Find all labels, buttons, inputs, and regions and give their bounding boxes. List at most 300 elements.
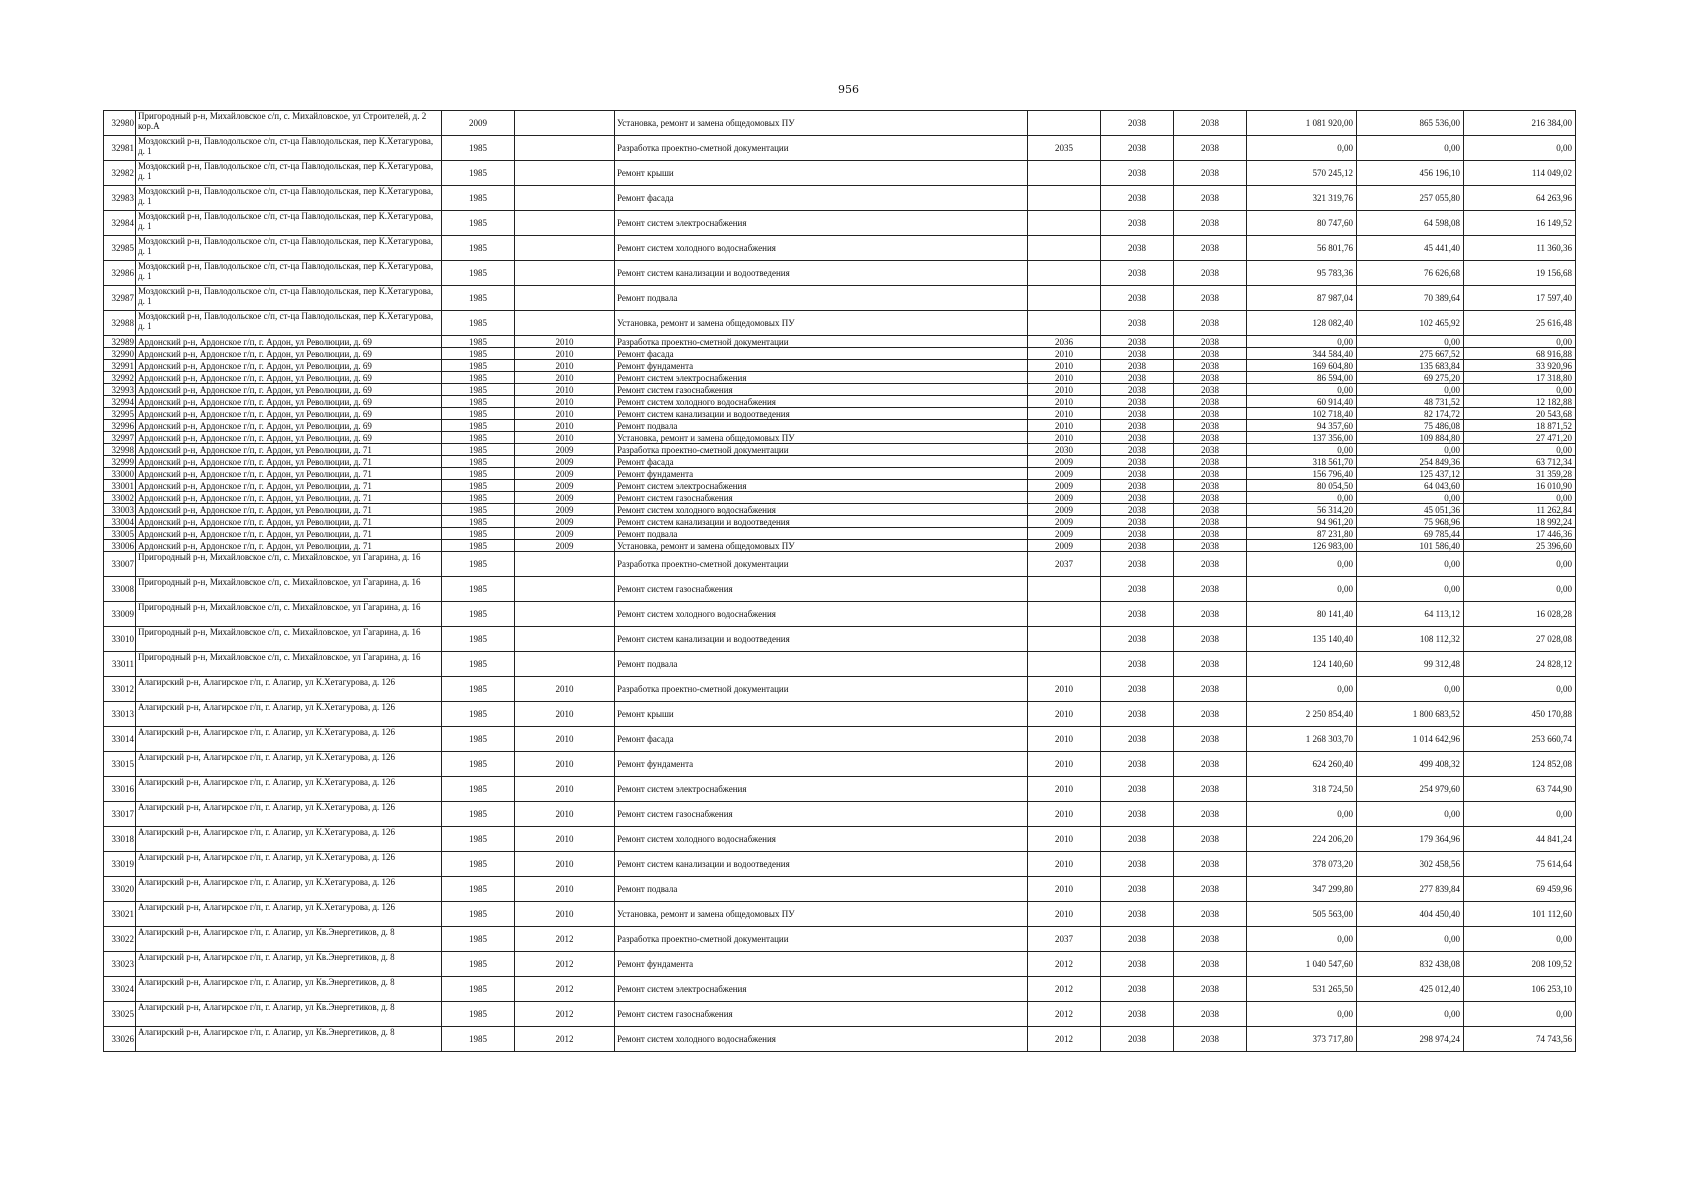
cell-address: Алагирский р-н, Алагирское г/п, г. Алагир, ул К.Хетагурова, д. 126 xyxy=(136,827,442,852)
cell-fund-share: 0,00 xyxy=(1357,444,1464,456)
cell-address: Алагирский р-н, Алагирское г/п, г. Алагир, ул К.Хетагурова, д. 126 xyxy=(136,702,442,727)
cell-total-cost: 0,00 xyxy=(1247,136,1357,161)
cell-plan-year: 2009 xyxy=(1028,504,1101,516)
cell-start-year: 2038 xyxy=(1101,827,1174,852)
cell-plan-year: 2010 xyxy=(1028,752,1101,777)
cell-end-year: 2038 xyxy=(1174,261,1247,286)
cell-row-id: 32997 xyxy=(104,432,136,444)
cell-plan-year: 2010 xyxy=(1028,432,1101,444)
cell-row-id: 32989 xyxy=(104,336,136,348)
table-row xyxy=(104,827,1576,852)
cell-work-type: Ремонт систем канализации и водоотведения xyxy=(615,852,1028,877)
cell-build-year: 1985 xyxy=(442,236,515,261)
cell-end-year: 2038 xyxy=(1174,652,1247,677)
cell-owner-share: 25 396,60 xyxy=(1464,540,1576,552)
cell-address: Ардонский р-н, Ардонское г/п, г. Ардон, ул Революции, д. 69 xyxy=(136,432,442,444)
page-number: 956 xyxy=(838,83,859,96)
cell-address: Ардонский р-н, Ардонское г/п, г. Ардон, ул Революции, д. 69 xyxy=(136,360,442,372)
cell-last-repair-year xyxy=(515,311,615,336)
cell-total-cost: 0,00 xyxy=(1247,492,1357,504)
cell-row-id: 33010 xyxy=(104,627,136,652)
cell-build-year: 1985 xyxy=(442,432,515,444)
cell-plan-year xyxy=(1028,286,1101,311)
cell-total-cost: 0,00 xyxy=(1247,336,1357,348)
cell-plan-year: 2010 xyxy=(1028,727,1101,752)
cell-build-year: 1985 xyxy=(442,602,515,627)
cell-start-year: 2038 xyxy=(1101,311,1174,336)
cell-start-year: 2038 xyxy=(1101,1027,1174,1052)
cell-row-id: 32980 xyxy=(104,111,136,136)
cell-total-cost: 0,00 xyxy=(1247,444,1357,456)
cell-address: Ардонский р-н, Ардонское г/п, г. Ардон, ул Революции, д. 71 xyxy=(136,468,442,480)
cell-work-type: Разработка проектно-сметной документации xyxy=(615,677,1028,702)
cell-plan-year: 2009 xyxy=(1028,468,1101,480)
cell-fund-share: 109 884,80 xyxy=(1357,432,1464,444)
cell-address: Пригородный р-н, Михайловское с/п, с. Михайловское, ул Гагарина, д. 16 xyxy=(136,602,442,627)
cell-build-year: 1985 xyxy=(442,456,515,468)
cell-build-year: 1985 xyxy=(442,528,515,540)
table-row xyxy=(104,161,1576,186)
cell-build-year: 1985 xyxy=(442,480,515,492)
cell-address: Пригородный р-н, Михайловское с/п, с. Михайловское, ул Гагарина, д. 16 xyxy=(136,627,442,652)
cell-start-year: 2038 xyxy=(1101,552,1174,577)
cell-start-year: 2038 xyxy=(1101,1002,1174,1027)
cell-end-year: 2038 xyxy=(1174,902,1247,927)
cell-last-repair-year xyxy=(515,186,615,211)
cell-address: Моздокский р-н, Павлодольское с/п, ст-ца Павлодольская, пер К.Хетагурова, д. 1 xyxy=(136,161,442,186)
cell-owner-share: 33 920,96 xyxy=(1464,360,1576,372)
cell-build-year: 1985 xyxy=(442,752,515,777)
cell-address: Моздокский р-н, Павлодольское с/п, ст-ца Павлодольская, пер К.Хетагурова, д. 1 xyxy=(136,211,442,236)
cell-end-year: 2038 xyxy=(1174,211,1247,236)
cell-fund-share: 298 974,24 xyxy=(1357,1027,1464,1052)
cell-last-repair-year: 2010 xyxy=(515,827,615,852)
cell-total-cost: 0,00 xyxy=(1247,677,1357,702)
cell-start-year: 2038 xyxy=(1101,902,1174,927)
cell-fund-share: 0,00 xyxy=(1357,552,1464,577)
cell-address: Ардонский р-н, Ардонское г/п, г. Ардон, ул Революции, д. 69 xyxy=(136,348,442,360)
cell-row-id: 33019 xyxy=(104,852,136,877)
cell-owner-share: 12 182,88 xyxy=(1464,396,1576,408)
cell-last-repair-year xyxy=(515,211,615,236)
cell-build-year: 1985 xyxy=(442,348,515,360)
cell-fund-share: 102 465,92 xyxy=(1357,311,1464,336)
cell-row-id: 32986 xyxy=(104,261,136,286)
cell-address: Ардонский р-н, Ардонское г/п, г. Ардон, ул Революции, д. 69 xyxy=(136,420,442,432)
table-row xyxy=(104,384,1576,396)
cell-owner-share: 16 149,52 xyxy=(1464,211,1576,236)
cell-address: Алагирский р-н, Алагирское г/п, г. Алагир, ул Кв.Энергетиков, д. 8 xyxy=(136,1002,442,1027)
table-row xyxy=(104,311,1576,336)
table-row xyxy=(104,468,1576,480)
table-row xyxy=(104,577,1576,602)
cell-plan-year: 2010 xyxy=(1028,702,1101,727)
cell-end-year: 2038 xyxy=(1174,372,1247,384)
cell-total-cost: 344 584,40 xyxy=(1247,348,1357,360)
cell-address: Алагирский р-н, Алагирское г/п, г. Алагир, ул К.Хетагурова, д. 126 xyxy=(136,902,442,927)
cell-total-cost: 505 563,00 xyxy=(1247,902,1357,927)
cell-row-id: 33011 xyxy=(104,652,136,677)
cell-end-year: 2038 xyxy=(1174,727,1247,752)
cell-build-year: 1985 xyxy=(442,396,515,408)
cell-address: Ардонский р-н, Ардонское г/п, г. Ардон, ул Революции, д. 69 xyxy=(136,396,442,408)
cell-owner-share: 17 597,40 xyxy=(1464,286,1576,311)
cell-end-year: 2038 xyxy=(1174,627,1247,652)
cell-fund-share: 76 626,68 xyxy=(1357,261,1464,286)
cell-total-cost: 80 054,50 xyxy=(1247,480,1357,492)
cell-plan-year: 2009 xyxy=(1028,456,1101,468)
cell-total-cost: 94 961,20 xyxy=(1247,516,1357,528)
cell-work-type: Ремонт систем холодного водоснабжения xyxy=(615,396,1028,408)
cell-work-type: Ремонт подвала xyxy=(615,420,1028,432)
cell-end-year: 2038 xyxy=(1174,827,1247,852)
cell-build-year: 1985 xyxy=(442,877,515,902)
cell-start-year: 2038 xyxy=(1101,627,1174,652)
cell-total-cost: 0,00 xyxy=(1247,552,1357,577)
cell-work-type: Установка, ремонт и замена общедомовых ПУ xyxy=(615,111,1028,136)
cell-plan-year: 2010 xyxy=(1028,852,1101,877)
cell-work-type: Ремонт систем газоснабжения xyxy=(615,577,1028,602)
cell-end-year: 2038 xyxy=(1174,186,1247,211)
cell-owner-share: 216 384,00 xyxy=(1464,111,1576,136)
table-row xyxy=(104,652,1576,677)
cell-plan-year: 2009 xyxy=(1028,492,1101,504)
cell-end-year: 2038 xyxy=(1174,136,1247,161)
cell-address: Пригородный р-н, Михайловское с/п, с. Михайловское, ул Гагарина, д. 16 xyxy=(136,577,442,602)
cell-work-type: Ремонт систем газоснабжения xyxy=(615,492,1028,504)
cell-row-id: 32998 xyxy=(104,444,136,456)
cell-work-type: Ремонт систем газоснабжения xyxy=(615,384,1028,396)
table-row xyxy=(104,552,1576,577)
cell-fund-share: 101 586,40 xyxy=(1357,540,1464,552)
cell-end-year: 2038 xyxy=(1174,408,1247,420)
cell-start-year: 2038 xyxy=(1101,540,1174,552)
cell-plan-year xyxy=(1028,652,1101,677)
cell-start-year: 2038 xyxy=(1101,111,1174,136)
cell-build-year: 1985 xyxy=(442,261,515,286)
cell-address: Пригородный р-н, Михайловское с/п, с. Михайловское, ул Гагарина, д. 16 xyxy=(136,652,442,677)
cell-address: Алагирский р-н, Алагирское г/п, г. Алагир, ул К.Хетагурова, д. 126 xyxy=(136,877,442,902)
cell-last-repair-year: 2010 xyxy=(515,877,615,902)
cell-plan-year: 2009 xyxy=(1028,528,1101,540)
cell-build-year: 1985 xyxy=(442,492,515,504)
cell-fund-share: 108 112,32 xyxy=(1357,627,1464,652)
cell-plan-year: 2010 xyxy=(1028,827,1101,852)
cell-owner-share: 18 871,52 xyxy=(1464,420,1576,432)
cell-fund-share: 257 055,80 xyxy=(1357,186,1464,211)
cell-row-id: 32983 xyxy=(104,186,136,211)
cell-owner-share: 0,00 xyxy=(1464,927,1576,952)
cell-build-year: 1985 xyxy=(442,468,515,480)
cell-fund-share: 1 014 642,96 xyxy=(1357,727,1464,752)
table-row xyxy=(104,456,1576,468)
cell-fund-share: 64 598,08 xyxy=(1357,211,1464,236)
cell-work-type: Установка, ремонт и замена общедомовых ПУ xyxy=(615,311,1028,336)
cell-work-type: Ремонт крыши xyxy=(615,161,1028,186)
cell-total-cost: 87 987,04 xyxy=(1247,286,1357,311)
cell-plan-year: 2010 xyxy=(1028,360,1101,372)
cell-work-type: Ремонт фундамента xyxy=(615,952,1028,977)
cell-start-year: 2038 xyxy=(1101,577,1174,602)
cell-owner-share: 124 852,08 xyxy=(1464,752,1576,777)
cell-end-year: 2038 xyxy=(1174,852,1247,877)
cell-address: Пригородный р-н, Михайловское с/п, с. Михайловское, ул Гагарина, д. 16 xyxy=(136,552,442,577)
cell-end-year: 2038 xyxy=(1174,468,1247,480)
cell-total-cost: 135 140,40 xyxy=(1247,627,1357,652)
table-row xyxy=(104,902,1576,927)
cell-address: Моздокский р-н, Павлодольское с/п, ст-ца Павлодольская, пер К.Хетагурова, д. 1 xyxy=(136,186,442,211)
cell-start-year: 2038 xyxy=(1101,752,1174,777)
cell-row-id: 32991 xyxy=(104,360,136,372)
cell-row-id: 33000 xyxy=(104,468,136,480)
table-row xyxy=(104,360,1576,372)
cell-start-year: 2038 xyxy=(1101,348,1174,360)
cell-plan-year: 2012 xyxy=(1028,952,1101,977)
cell-last-repair-year: 2010 xyxy=(515,902,615,927)
cell-owner-share: 0,00 xyxy=(1464,677,1576,702)
cell-start-year: 2038 xyxy=(1101,408,1174,420)
cell-plan-year: 2010 xyxy=(1028,384,1101,396)
cell-fund-share: 254 979,60 xyxy=(1357,777,1464,802)
table-row xyxy=(104,602,1576,627)
cell-row-id: 32981 xyxy=(104,136,136,161)
cell-last-repair-year: 2010 xyxy=(515,396,615,408)
cell-total-cost: 0,00 xyxy=(1247,927,1357,952)
cell-plan-year xyxy=(1028,261,1101,286)
cell-build-year: 1985 xyxy=(442,420,515,432)
cell-fund-share: 75 968,96 xyxy=(1357,516,1464,528)
cell-fund-share: 0,00 xyxy=(1357,492,1464,504)
cell-end-year: 2038 xyxy=(1174,236,1247,261)
cell-start-year: 2038 xyxy=(1101,777,1174,802)
cell-plan-year xyxy=(1028,311,1101,336)
cell-last-repair-year: 2010 xyxy=(515,727,615,752)
cell-end-year: 2038 xyxy=(1174,336,1247,348)
cell-total-cost: 0,00 xyxy=(1247,384,1357,396)
cell-fund-share: 75 486,08 xyxy=(1357,420,1464,432)
cell-start-year: 2038 xyxy=(1101,261,1174,286)
cell-build-year: 1985 xyxy=(442,1002,515,1027)
cell-address: Ардонский р-н, Ардонское г/п, г. Ардон, ул Революции, д. 71 xyxy=(136,444,442,456)
cell-fund-share: 0,00 xyxy=(1357,136,1464,161)
cell-plan-year: 2010 xyxy=(1028,420,1101,432)
cell-total-cost: 0,00 xyxy=(1247,1002,1357,1027)
cell-owner-share: 253 660,74 xyxy=(1464,727,1576,752)
cell-work-type: Ремонт систем холодного водоснабжения xyxy=(615,827,1028,852)
table-row xyxy=(104,877,1576,902)
cell-end-year: 2038 xyxy=(1174,777,1247,802)
cell-fund-share: 0,00 xyxy=(1357,384,1464,396)
cell-address: Ардонский р-н, Ардонское г/п, г. Ардон, ул Революции, д. 71 xyxy=(136,492,442,504)
cell-work-type: Ремонт фундамента xyxy=(615,468,1028,480)
table-row xyxy=(104,444,1576,456)
cell-work-type: Ремонт подвала xyxy=(615,652,1028,677)
cell-row-id: 32995 xyxy=(104,408,136,420)
cell-row-id: 33001 xyxy=(104,480,136,492)
cell-fund-share: 69 785,44 xyxy=(1357,528,1464,540)
cell-build-year: 1985 xyxy=(442,516,515,528)
cell-work-type: Ремонт фасада xyxy=(615,456,1028,468)
cell-last-repair-year xyxy=(515,236,615,261)
cell-owner-share: 63 712,34 xyxy=(1464,456,1576,468)
cell-build-year: 1985 xyxy=(442,977,515,1002)
cell-plan-year: 2010 xyxy=(1028,408,1101,420)
cell-address: Алагирский р-н, Алагирское г/п, г. Алагир, ул Кв.Энергетиков, д. 8 xyxy=(136,927,442,952)
cell-plan-year: 2010 xyxy=(1028,348,1101,360)
cell-owner-share: 68 916,88 xyxy=(1464,348,1576,360)
cell-total-cost: 624 260,40 xyxy=(1247,752,1357,777)
cell-start-year: 2038 xyxy=(1101,952,1174,977)
cell-start-year: 2038 xyxy=(1101,186,1174,211)
cell-plan-year: 2036 xyxy=(1028,336,1101,348)
cell-last-repair-year: 2010 xyxy=(515,852,615,877)
cell-row-id: 33003 xyxy=(104,504,136,516)
cell-address: Моздокский р-н, Павлодольское с/п, ст-ца Павлодольская, пер К.Хетагурова, д. 1 xyxy=(136,286,442,311)
table-row xyxy=(104,136,1576,161)
cell-fund-share: 64 043,60 xyxy=(1357,480,1464,492)
cell-work-type: Разработка проектно-сметной документации xyxy=(615,136,1028,161)
cell-work-type: Ремонт фасада xyxy=(615,348,1028,360)
table-row xyxy=(104,627,1576,652)
cell-start-year: 2038 xyxy=(1101,432,1174,444)
cell-row-id: 32984 xyxy=(104,211,136,236)
cell-row-id: 33012 xyxy=(104,677,136,702)
cell-fund-share: 0,00 xyxy=(1357,802,1464,827)
cell-end-year: 2038 xyxy=(1174,480,1247,492)
cell-start-year: 2038 xyxy=(1101,456,1174,468)
cell-row-id: 33006 xyxy=(104,540,136,552)
cell-plan-year: 2010 xyxy=(1028,877,1101,902)
cell-owner-share: 0,00 xyxy=(1464,492,1576,504)
table-row xyxy=(104,372,1576,384)
cell-last-repair-year: 2012 xyxy=(515,1027,615,1052)
cell-work-type: Установка, ремонт и замена общедомовых ПУ xyxy=(615,432,1028,444)
cell-start-year: 2038 xyxy=(1101,396,1174,408)
cell-last-repair-year xyxy=(515,161,615,186)
cell-build-year: 1985 xyxy=(442,211,515,236)
cell-plan-year xyxy=(1028,577,1101,602)
cell-total-cost: 102 718,40 xyxy=(1247,408,1357,420)
cell-last-repair-year: 2010 xyxy=(515,777,615,802)
cell-total-cost: 1 040 547,60 xyxy=(1247,952,1357,977)
cell-start-year: 2038 xyxy=(1101,877,1174,902)
cell-plan-year xyxy=(1028,627,1101,652)
cell-fund-share: 82 174,72 xyxy=(1357,408,1464,420)
cell-end-year: 2038 xyxy=(1174,977,1247,1002)
cell-total-cost: 169 604,80 xyxy=(1247,360,1357,372)
cell-last-repair-year: 2012 xyxy=(515,977,615,1002)
table-row xyxy=(104,702,1576,727)
cell-work-type: Ремонт систем электроснабжения xyxy=(615,777,1028,802)
cell-last-repair-year: 2010 xyxy=(515,348,615,360)
cell-work-type: Ремонт фасада xyxy=(615,727,1028,752)
cell-address: Моздокский р-н, Павлодольское с/п, ст-ца Павлодольская, пер К.Хетагурова, д. 1 xyxy=(136,311,442,336)
cell-end-year: 2038 xyxy=(1174,396,1247,408)
cell-address: Алагирский р-н, Алагирское г/п, г. Алагир, ул Кв.Энергетиков, д. 8 xyxy=(136,952,442,977)
cell-owner-share: 17 318,80 xyxy=(1464,372,1576,384)
cell-fund-share: 125 437,12 xyxy=(1357,468,1464,480)
cell-end-year: 2038 xyxy=(1174,432,1247,444)
cell-end-year: 2038 xyxy=(1174,311,1247,336)
cell-row-id: 33013 xyxy=(104,702,136,727)
cell-owner-share: 16 010,90 xyxy=(1464,480,1576,492)
cell-build-year: 1985 xyxy=(442,136,515,161)
cell-address: Алагирский р-н, Алагирское г/п, г. Алагир, ул К.Хетагурова, д. 126 xyxy=(136,752,442,777)
cell-address: Алагирский р-н, Алагирское г/п, г. Алагир, ул Кв.Энергетиков, д. 8 xyxy=(136,1027,442,1052)
cell-address: Ардонский р-н, Ардонское г/п, г. Ардон, ул Революции, д. 71 xyxy=(136,540,442,552)
cell-last-repair-year xyxy=(515,136,615,161)
cell-total-cost: 80 141,40 xyxy=(1247,602,1357,627)
cell-row-id: 33020 xyxy=(104,877,136,902)
cell-build-year: 1985 xyxy=(442,952,515,977)
cell-total-cost: 56 801,76 xyxy=(1247,236,1357,261)
cell-end-year: 2038 xyxy=(1174,952,1247,977)
cell-address: Ардонский р-н, Ардонское г/п, г. Ардон, ул Революции, д. 69 xyxy=(136,384,442,396)
cell-last-repair-year xyxy=(515,552,615,577)
cell-build-year: 1985 xyxy=(442,161,515,186)
cell-build-year: 1985 xyxy=(442,504,515,516)
cell-build-year: 1985 xyxy=(442,702,515,727)
cell-start-year: 2038 xyxy=(1101,927,1174,952)
cell-owner-share: 74 743,56 xyxy=(1464,1027,1576,1052)
cell-start-year: 2038 xyxy=(1101,727,1174,752)
cell-total-cost: 60 914,40 xyxy=(1247,396,1357,408)
cell-fund-share: 865 536,00 xyxy=(1357,111,1464,136)
cell-total-cost: 318 561,70 xyxy=(1247,456,1357,468)
cell-build-year: 1985 xyxy=(442,384,515,396)
cell-last-repair-year: 2009 xyxy=(515,504,615,516)
cell-build-year: 1985 xyxy=(442,286,515,311)
cell-work-type: Ремонт подвала xyxy=(615,528,1028,540)
table-row xyxy=(104,528,1576,540)
cell-total-cost: 1 081 920,00 xyxy=(1247,111,1357,136)
cell-build-year: 1985 xyxy=(442,902,515,927)
cell-build-year: 1985 xyxy=(442,802,515,827)
cell-row-id: 32999 xyxy=(104,456,136,468)
cell-plan-year: 2010 xyxy=(1028,677,1101,702)
cell-last-repair-year: 2010 xyxy=(515,752,615,777)
cell-total-cost: 94 357,60 xyxy=(1247,420,1357,432)
cell-work-type: Установка, ремонт и замена общедомовых ПУ xyxy=(615,540,1028,552)
cell-plan-year: 2010 xyxy=(1028,777,1101,802)
cell-build-year: 1985 xyxy=(442,677,515,702)
cell-plan-year: 2009 xyxy=(1028,516,1101,528)
cell-row-id: 33005 xyxy=(104,528,136,540)
cell-end-year: 2038 xyxy=(1174,752,1247,777)
cell-build-year: 1985 xyxy=(442,577,515,602)
cell-address: Ардонский р-н, Ардонское г/п, г. Ардон, ул Революции, д. 71 xyxy=(136,480,442,492)
cell-end-year: 2038 xyxy=(1174,360,1247,372)
cell-work-type: Ремонт подвала xyxy=(615,286,1028,311)
cell-address: Моздокский р-н, Павлодольское с/п, ст-ца Павлодольская, пер К.Хетагурова, д. 1 xyxy=(136,236,442,261)
cell-owner-share: 19 156,68 xyxy=(1464,261,1576,286)
cell-plan-year xyxy=(1028,186,1101,211)
cell-work-type: Разработка проектно-сметной документации xyxy=(615,552,1028,577)
cell-total-cost: 128 082,40 xyxy=(1247,311,1357,336)
cell-start-year: 2038 xyxy=(1101,384,1174,396)
cell-last-repair-year: 2010 xyxy=(515,677,615,702)
cell-fund-share: 0,00 xyxy=(1357,677,1464,702)
cell-build-year: 1985 xyxy=(442,727,515,752)
table-row xyxy=(104,480,1576,492)
cell-build-year: 1985 xyxy=(442,927,515,952)
cell-build-year: 1985 xyxy=(442,827,515,852)
cell-end-year: 2038 xyxy=(1174,384,1247,396)
cell-last-repair-year: 2012 xyxy=(515,927,615,952)
cell-last-repair-year xyxy=(515,577,615,602)
table-row xyxy=(104,852,1576,877)
cell-plan-year: 2010 xyxy=(1028,802,1101,827)
